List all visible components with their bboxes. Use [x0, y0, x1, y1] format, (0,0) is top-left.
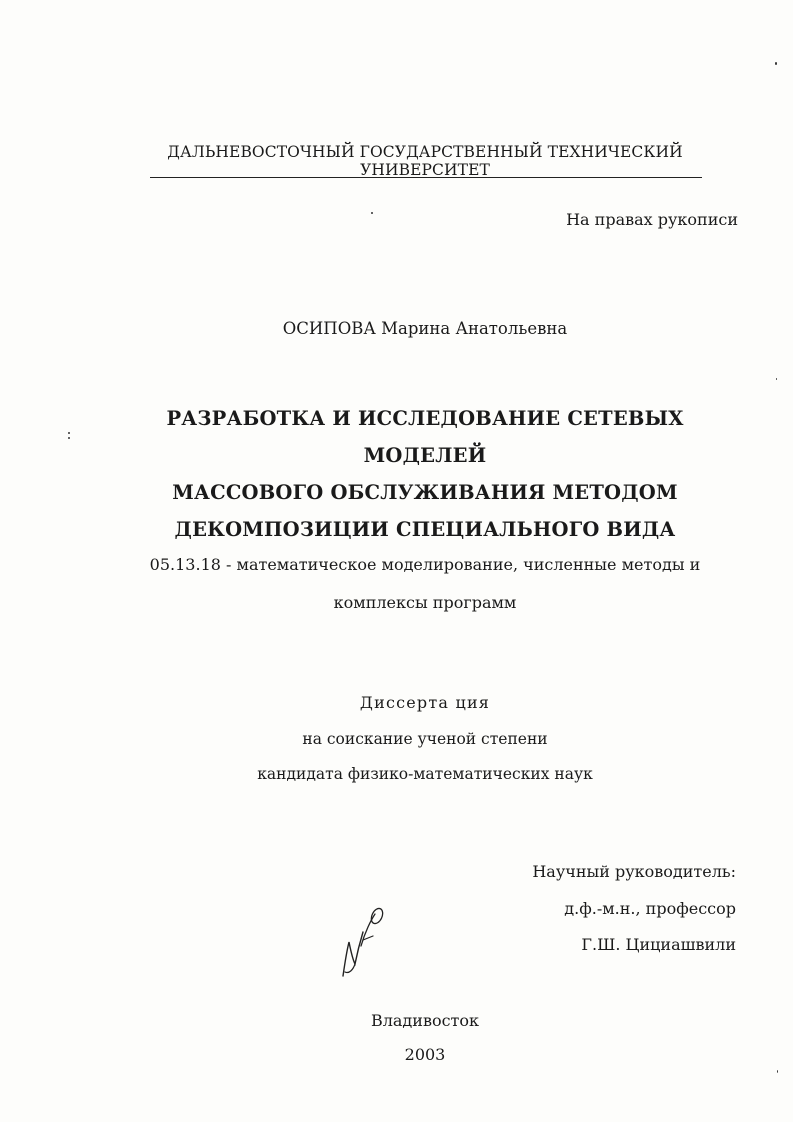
specialty-line-1: 05.13.18 - математическое моделирование, численные методы и — [149, 555, 701, 574]
advisor-degree: д.ф.-м.н., профессор — [564, 899, 736, 918]
dissertation-label: Диссерта ция — [359, 693, 491, 712]
scan-speck — [775, 62, 777, 65]
dissertation-title — [110, 400, 740, 548]
scan-speck — [776, 378, 777, 380]
title-line-1: РАЗРАБОТКА И ИССЛЕДОВАНИЕ СЕТЕВЫХ МОДЕЛЕЙ — [166, 407, 684, 467]
handwritten-signature — [335, 902, 385, 982]
scan-speck — [777, 1070, 778, 1073]
author-name: ОСИПОВА Марина Анатольевна — [282, 319, 568, 338]
specialty-line-2: комплексы программ — [333, 593, 517, 612]
title-line-3: ДЕКОМПОЗИЦИИ СПЕЦИАЛЬНОГО ВИДА — [174, 518, 676, 541]
scan-speck — [371, 212, 373, 214]
rights-note: На правах рукописи — [566, 210, 738, 229]
title-line-2: МАССОВОГО ОБСЛУЖИВАНИЯ МЕТОДОМ — [172, 481, 678, 504]
specialty-code — [130, 546, 720, 622]
city: Владивосток — [370, 1011, 480, 1030]
advisor-label: Научный руководитель: — [532, 862, 736, 881]
scan-speck — [68, 437, 70, 439]
advisor-name: Г.Ш. Цициашвили — [581, 935, 736, 954]
scan-speck — [68, 432, 70, 434]
university-name: ДАЛЬНЕВОСТОЧНЫЙ ГОСУДАРСТВЕННЫЙ ТЕХНИЧЕСКИЙ УНИВЕРСИТЕТ — [167, 143, 683, 179]
degree-line-2: кандидата физико-математических наук — [257, 765, 593, 783]
degree-line-1: на соискание ученой степени — [302, 730, 548, 748]
year: 2003 — [404, 1045, 446, 1064]
header-divider — [150, 177, 702, 178]
